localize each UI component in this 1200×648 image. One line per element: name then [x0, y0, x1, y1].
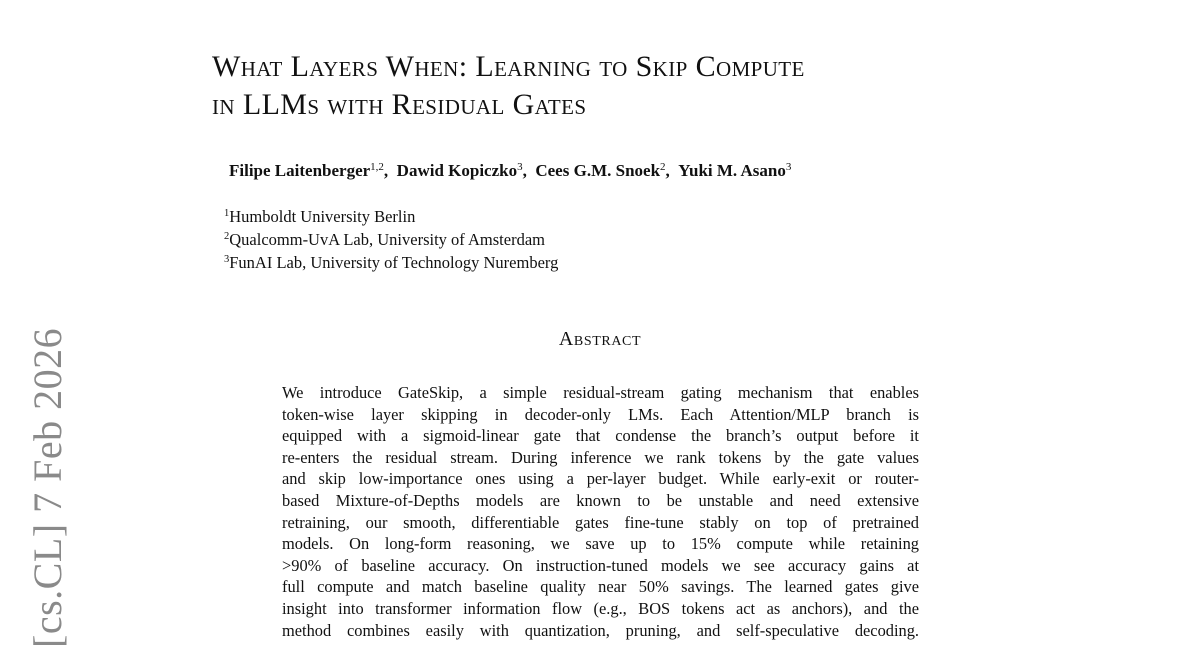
- abstract-line: >90% of baseline accuracy. On instruction-tuned models we see accuracy gains at: [282, 555, 919, 575]
- author-affil-mark: 3: [517, 161, 523, 173]
- abstract-line: and skip low-importance ones using a per-layer budget. While early-exit or router-: [282, 469, 919, 489]
- affiliation: $^2$Qualcomm-UvA Lab, University of Amsterdam: [224, 230, 545, 249]
- title-line-1: What Layers When: Learning to Skip Compute: [212, 50, 805, 83]
- arxiv-stamp: [cs.CL] 7 Feb 2026: [25, 327, 70, 648]
- abstract-line: insight into transformer information flow (e.g., BOS tokens act as anchors), and the: [282, 598, 919, 618]
- abstract-line: equipped with a sigmoid-linear gate that condense the branch’s output before it: [282, 426, 919, 446]
- affiliation: $^3$FunAI Lab, University of Technology Nuremberg: [224, 253, 559, 272]
- author: Filipe Laitenberger$^{1,2}$: [229, 161, 384, 180]
- author-list: Filipe Laitenberger$^{1,2}$, Dawid Kopiczko$^3$, Cees G.M. Snoek$^2$, Yuki M. Asano$^3$: [229, 161, 792, 180]
- author: Yuki M. Asano$^3$: [678, 161, 792, 180]
- author-affil-mark: 1,2: [370, 161, 384, 173]
- abstract-line: full compute and match baseline quality near 50% savings. The learned gates give: [282, 577, 919, 597]
- abstract-line: based Mixture-of-Depths models are known to be unstable and need extensive: [282, 490, 919, 510]
- abstract-line: re-enters the residual stream. During inference we rank tokens by the gate values: [282, 447, 919, 467]
- title-line-2: in LLMs with Residual Gates: [212, 88, 587, 121]
- author-affil-mark: 3: [785, 161, 792, 173]
- affiliation: $^1$Humboldt University Berlin: [224, 207, 416, 226]
- abstract-line: We introduce GateSkip, a simple residual-stream gating mechanism that enables: [282, 383, 919, 402]
- abstract-body: [282, 382, 919, 641]
- abstract-line: retraining, our smooth, differentiable gates fine-tune stably on top of pretrained: [282, 512, 919, 532]
- affiliation-list: [224, 205, 558, 274]
- author: Cees G.M. Snoek$^2$: [535, 161, 666, 180]
- abstract-line: models. On long-form reasoning, we save up to 15% compute while retaining: [282, 534, 919, 554]
- abstract-line: token-wise layer skipping in decoder-only LMs. Each Attention/MLP branch is: [282, 404, 919, 424]
- author-affil-mark: 2: [660, 161, 666, 173]
- abstract-heading: Abstract: [558, 328, 642, 350]
- paper-title: [212, 48, 1072, 124]
- abstract-line: method combines easily with quantization, pruning, and self-speculative decoding.: [282, 620, 919, 640]
- author: Dawid Kopiczko$^3$: [396, 161, 523, 180]
